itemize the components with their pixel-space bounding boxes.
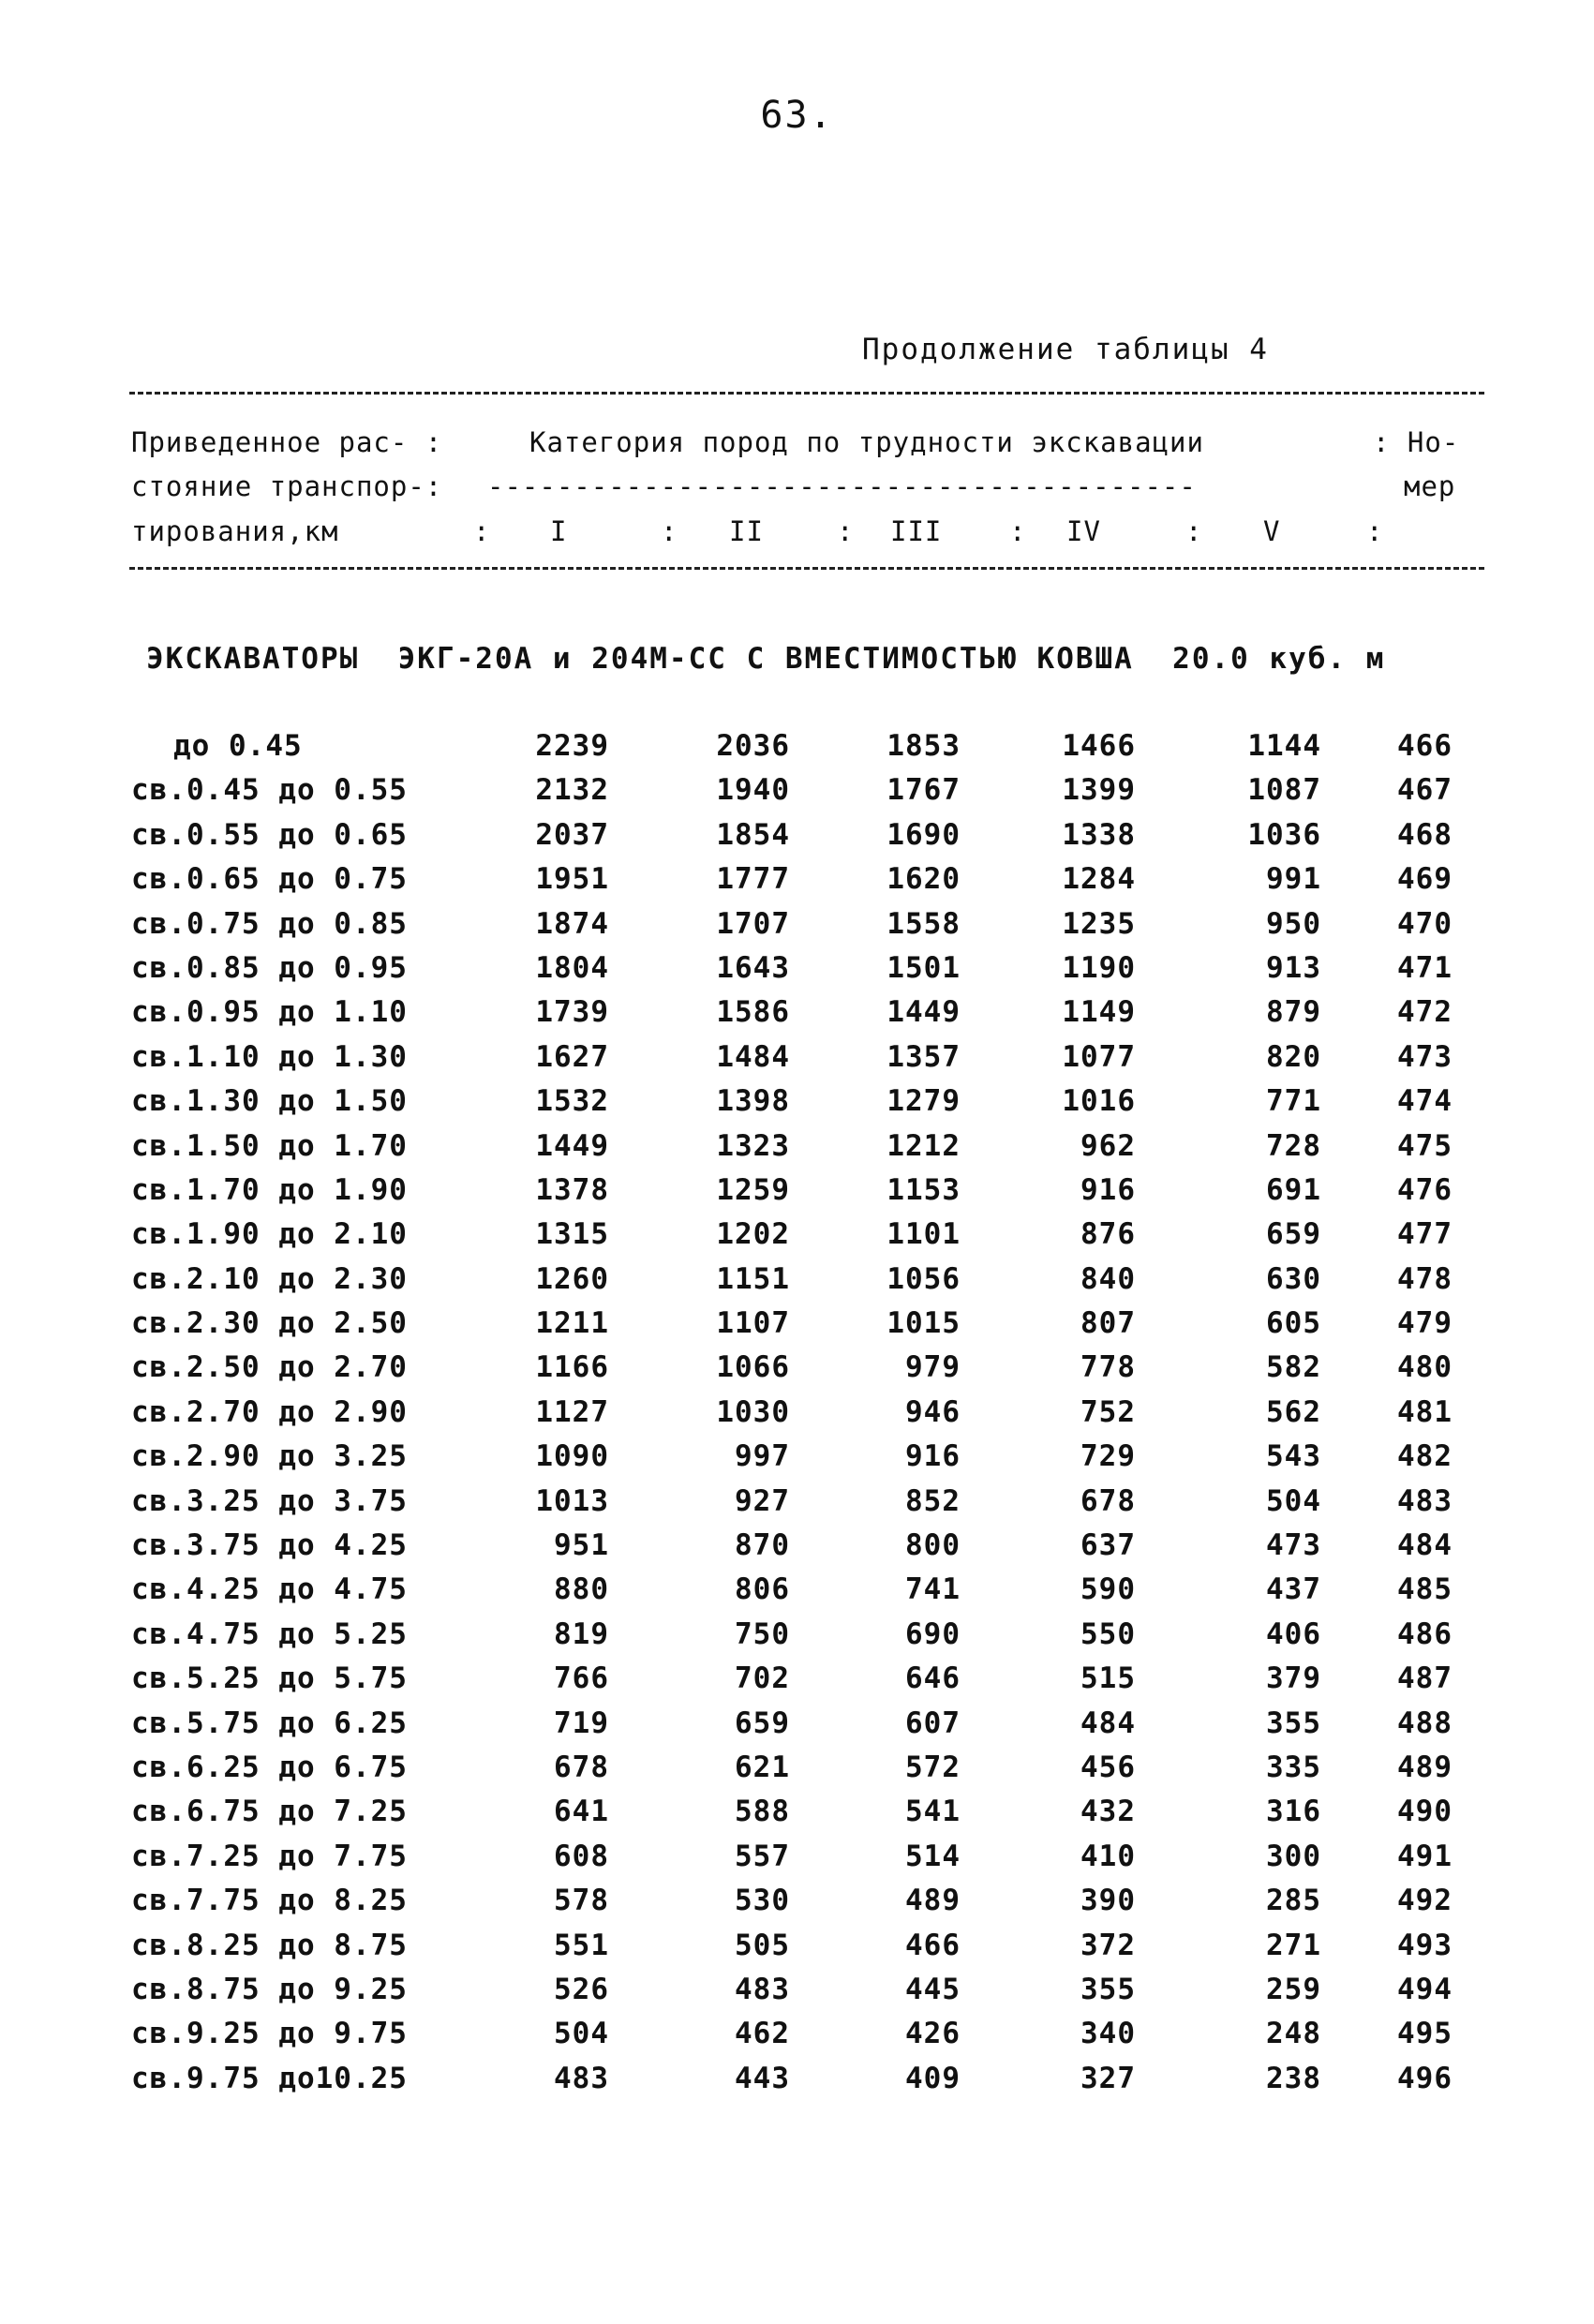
category-3-value: 1620 xyxy=(886,862,961,897)
category-5-value: 630 xyxy=(1266,1261,1321,1296)
table-row xyxy=(0,1617,1594,1661)
category-5-value: 820 xyxy=(1266,1039,1321,1074)
category-3-value: 646 xyxy=(905,1661,961,1696)
distance-range: св.9.25 до 9.75 xyxy=(131,2017,408,2051)
category-3-value: 1153 xyxy=(886,1172,961,1207)
category-2-value: 750 xyxy=(735,1616,790,1651)
category-3-value: 1558 xyxy=(886,906,961,941)
category-3-value: 541 xyxy=(905,1795,961,1829)
category-1-value: 1532 xyxy=(535,1084,609,1119)
header-bottom-rule xyxy=(129,567,1484,570)
category-2-value: 702 xyxy=(735,1661,790,1696)
category-4-value: 778 xyxy=(1080,1350,1136,1385)
category-5-value: 950 xyxy=(1266,906,1321,941)
category-3-value: 445 xyxy=(905,1972,961,2006)
row-number: 480 xyxy=(1397,1350,1452,1385)
category-5-value: 379 xyxy=(1266,1661,1321,1696)
category-4-value: 432 xyxy=(1080,1795,1136,1829)
table-row xyxy=(0,1129,1594,1173)
row-number: 466 xyxy=(1397,729,1452,763)
table-row xyxy=(0,1217,1594,1261)
category-3-value: 1501 xyxy=(886,950,961,985)
category-5-value: 728 xyxy=(1266,1128,1321,1163)
header-distance-label-1: Приведенное рас- : xyxy=(131,426,443,458)
row-number: 472 xyxy=(1397,995,1452,1030)
distance-range: св.5.75 до 6.25 xyxy=(131,1706,408,1740)
row-number: 493 xyxy=(1397,1928,1452,1962)
category-1-value: 1211 xyxy=(535,1306,609,1341)
header-category-iii: III xyxy=(890,515,943,547)
row-number: 470 xyxy=(1397,906,1452,941)
distance-range: св.0.45 до 0.55 xyxy=(131,773,408,808)
category-1-value: 951 xyxy=(554,1528,609,1563)
category-4-value: 637 xyxy=(1080,1528,1136,1563)
row-number: 467 xyxy=(1397,773,1452,808)
category-3-value: 426 xyxy=(905,2017,961,2051)
category-5-value: 1144 xyxy=(1247,729,1321,763)
category-5-value: 355 xyxy=(1266,1706,1321,1740)
table-row xyxy=(0,1439,1594,1483)
header-category-i: I xyxy=(550,515,568,547)
category-5-value: 771 xyxy=(1266,1084,1321,1119)
table-row xyxy=(0,1929,1594,1973)
category-1-value: 880 xyxy=(554,1572,609,1607)
category-2-value: 997 xyxy=(735,1439,790,1474)
category-5-value: 1036 xyxy=(1247,817,1321,852)
distance-range: св.0.65 до 0.75 xyxy=(131,862,408,897)
row-number: 484 xyxy=(1397,1528,1452,1563)
category-5-value: 437 xyxy=(1266,1572,1321,1607)
category-5-value: 335 xyxy=(1266,1750,1321,1784)
data-table xyxy=(0,729,1594,2106)
category-1-value: 2037 xyxy=(535,817,609,852)
row-number: 468 xyxy=(1397,817,1452,852)
category-5-value: 406 xyxy=(1266,1616,1321,1651)
distance-range: св.3.75 до 4.25 xyxy=(131,1528,408,1563)
category-2-value: 1066 xyxy=(716,1350,790,1385)
category-3-value: 741 xyxy=(905,1572,961,1607)
distance-range: св.1.10 до 1.30 xyxy=(131,1039,408,1074)
table-row xyxy=(0,1528,1594,1572)
category-3-value: 916 xyxy=(905,1439,961,1474)
row-number: 479 xyxy=(1397,1306,1452,1341)
category-1-value: 608 xyxy=(554,1839,609,1873)
category-3-value: 852 xyxy=(905,1483,961,1518)
category-4-value: 355 xyxy=(1080,1972,1136,2006)
row-number: 469 xyxy=(1397,862,1452,897)
table-row xyxy=(0,2062,1594,2106)
category-5-value: 991 xyxy=(1266,862,1321,897)
category-2-value: 1777 xyxy=(716,862,790,897)
table-row xyxy=(0,1484,1594,1528)
category-2-value: 927 xyxy=(735,1483,790,1518)
header-category-v: V xyxy=(1263,515,1281,547)
header-separator: : xyxy=(1009,515,1027,547)
category-1-value: 1013 xyxy=(535,1483,609,1518)
table-row xyxy=(0,1262,1594,1306)
table-row xyxy=(0,1350,1594,1394)
category-3-value: 946 xyxy=(905,1394,961,1429)
category-1-value: 1378 xyxy=(535,1172,609,1207)
category-2-value: 1107 xyxy=(716,1306,790,1341)
distance-range: св.6.75 до 7.25 xyxy=(131,1795,408,1829)
category-2-value: 1707 xyxy=(716,906,790,941)
category-1-value: 2132 xyxy=(535,773,609,808)
header-number-label-1: : Но- xyxy=(1373,426,1460,458)
category-3-value: 1101 xyxy=(886,1217,961,1252)
header-category-divider: ----------------------------------------- xyxy=(487,470,1197,502)
category-5-value: 543 xyxy=(1266,1439,1321,1474)
category-5-value: 504 xyxy=(1266,1483,1321,1518)
table-row xyxy=(0,1661,1594,1706)
category-4-value: 410 xyxy=(1080,1839,1136,1873)
distance-range: св.2.90 до 3.25 xyxy=(131,1439,408,1474)
category-3-value: 1853 xyxy=(886,729,961,763)
distance-range: св.7.75 до 8.25 xyxy=(131,1884,408,1918)
header-distance-label-2: стояние транспор-: xyxy=(131,470,443,502)
category-2-value: 806 xyxy=(735,1572,790,1607)
page-number: 63. xyxy=(760,94,834,137)
category-3-value: 800 xyxy=(905,1528,961,1563)
category-5-value: 1087 xyxy=(1247,773,1321,808)
distance-range: св.1.50 до 1.70 xyxy=(131,1128,408,1163)
category-2-value: 1484 xyxy=(716,1039,790,1074)
table-row xyxy=(0,995,1594,1039)
category-4-value: 1149 xyxy=(1062,995,1136,1030)
category-5-value: 300 xyxy=(1266,1839,1321,1873)
category-1-value: 766 xyxy=(554,1661,609,1696)
category-1-value: 526 xyxy=(554,1972,609,2006)
category-3-value: 690 xyxy=(905,1616,961,1651)
table-row xyxy=(0,907,1594,951)
category-2-value: 530 xyxy=(735,1884,790,1918)
distance-range: св.0.75 до 0.85 xyxy=(131,906,408,941)
distance-range: св.8.25 до 8.75 xyxy=(131,1928,408,1962)
category-1-value: 1627 xyxy=(535,1039,609,1074)
category-4-value: 1466 xyxy=(1062,729,1136,763)
category-3-value: 1015 xyxy=(886,1306,961,1341)
row-number: 491 xyxy=(1397,1839,1452,1873)
category-1-value: 551 xyxy=(554,1928,609,1962)
category-4-value: 372 xyxy=(1080,1928,1136,1962)
category-2-value: 621 xyxy=(735,1750,790,1784)
row-number: 482 xyxy=(1397,1439,1452,1474)
category-1-value: 2239 xyxy=(535,729,609,763)
category-2-value: 588 xyxy=(735,1795,790,1829)
category-2-value: 1586 xyxy=(716,995,790,1030)
category-1-value: 1166 xyxy=(535,1350,609,1385)
header-separator: : xyxy=(473,515,491,547)
row-number: 478 xyxy=(1397,1261,1452,1296)
category-4-value: 1284 xyxy=(1062,862,1136,897)
category-4-value: 1235 xyxy=(1062,906,1136,941)
distance-range: св.5.25 до 5.75 xyxy=(131,1661,408,1696)
category-4-value: 916 xyxy=(1080,1172,1136,1207)
table-continuation-caption: Продолжение таблицы 4 xyxy=(862,333,1269,366)
category-1-value: 1951 xyxy=(535,862,609,897)
category-4-value: 456 xyxy=(1080,1750,1136,1784)
category-3-value: 1212 xyxy=(886,1128,961,1163)
category-5-value: 271 xyxy=(1266,1928,1321,1962)
row-number: 496 xyxy=(1397,2061,1452,2095)
category-3-value: 1690 xyxy=(886,817,961,852)
category-4-value: 1338 xyxy=(1062,817,1136,852)
distance-range: св.2.10 до 2.30 xyxy=(131,1261,408,1296)
category-2-value: 557 xyxy=(735,1839,790,1873)
table-row xyxy=(0,729,1594,773)
table-row xyxy=(0,1395,1594,1439)
category-3-value: 1056 xyxy=(886,1261,961,1296)
table-row xyxy=(0,1795,1594,1839)
category-5-value: 259 xyxy=(1266,1972,1321,2006)
header-number-label-2: мер xyxy=(1404,470,1456,502)
row-number: 485 xyxy=(1397,1572,1452,1607)
row-number: 494 xyxy=(1397,1972,1452,2006)
distance-range: до 0.45 xyxy=(173,729,303,763)
category-3-value: 1357 xyxy=(886,1039,961,1074)
header-separator: : xyxy=(661,515,678,547)
category-5-value: 605 xyxy=(1266,1306,1321,1341)
row-number: 483 xyxy=(1397,1483,1452,1518)
category-3-value: 409 xyxy=(905,2061,961,2095)
category-4-value: 1190 xyxy=(1062,950,1136,985)
category-1-value: 641 xyxy=(554,1795,609,1829)
header-category-ii: II xyxy=(729,515,764,547)
table-row xyxy=(0,1840,1594,1884)
category-2-value: 462 xyxy=(735,2017,790,2051)
category-2-value: 870 xyxy=(735,1528,790,1563)
category-1-value: 1090 xyxy=(535,1439,609,1474)
category-4-value: 340 xyxy=(1080,2017,1136,2051)
distance-range: св.6.25 до 6.75 xyxy=(131,1750,408,1784)
row-number: 473 xyxy=(1397,1039,1452,1074)
row-number: 486 xyxy=(1397,1616,1452,1651)
table-row xyxy=(0,773,1594,817)
category-1-value: 819 xyxy=(554,1616,609,1651)
section-title: ЭКСКАВАТОРЫ ЭКГ-20А и 204М-СС С ВМЕСТИМОСТЬЮ КОВША 20.0 куб. м xyxy=(146,642,1386,676)
category-2-value: 2036 xyxy=(716,729,790,763)
category-5-value: 248 xyxy=(1266,2017,1321,2051)
category-1-value: 1127 xyxy=(535,1394,609,1429)
distance-range: св.1.30 до 1.50 xyxy=(131,1084,408,1119)
category-2-value: 1151 xyxy=(716,1261,790,1296)
table-row xyxy=(0,2017,1594,2061)
table-row xyxy=(0,1084,1594,1128)
category-2-value: 1259 xyxy=(716,1172,790,1207)
category-4-value: 550 xyxy=(1080,1616,1136,1651)
category-2-value: 1398 xyxy=(716,1084,790,1119)
category-1-value: 719 xyxy=(554,1706,609,1740)
category-4-value: 752 xyxy=(1080,1394,1136,1429)
category-2-value: 443 xyxy=(735,2061,790,2095)
category-1-value: 483 xyxy=(554,2061,609,2095)
category-5-value: 582 xyxy=(1266,1350,1321,1385)
row-number: 490 xyxy=(1397,1795,1452,1829)
category-3-value: 572 xyxy=(905,1750,961,1784)
category-4-value: 515 xyxy=(1080,1661,1136,1696)
category-4-value: 876 xyxy=(1080,1217,1136,1252)
category-5-value: 316 xyxy=(1266,1795,1321,1829)
row-number: 474 xyxy=(1397,1084,1452,1119)
table-row xyxy=(0,1572,1594,1616)
category-4-value: 840 xyxy=(1080,1261,1136,1296)
header-category-iv: IV xyxy=(1066,515,1101,547)
distance-range: св.4.75 до 5.25 xyxy=(131,1616,408,1651)
distance-range: св.8.75 до 9.25 xyxy=(131,1972,408,2006)
category-3-value: 1767 xyxy=(886,773,961,808)
category-4-value: 1077 xyxy=(1062,1039,1136,1074)
category-2-value: 1643 xyxy=(716,950,790,985)
header-separator: : xyxy=(1366,515,1384,547)
header-separator: : xyxy=(1185,515,1203,547)
category-3-value: 1279 xyxy=(886,1084,961,1119)
distance-range: св.3.25 до 3.75 xyxy=(131,1483,408,1518)
distance-range: св.9.75 до10.25 xyxy=(131,2061,408,2095)
category-3-value: 514 xyxy=(905,1839,961,1873)
category-1-value: 504 xyxy=(554,2017,609,2051)
table-row xyxy=(0,862,1594,906)
row-number: 477 xyxy=(1397,1217,1452,1252)
category-4-value: 807 xyxy=(1080,1306,1136,1341)
row-number: 495 xyxy=(1397,2017,1452,2051)
header-top-rule xyxy=(129,392,1484,395)
row-number: 475 xyxy=(1397,1128,1452,1163)
category-1-value: 1449 xyxy=(535,1128,609,1163)
category-2-value: 1323 xyxy=(716,1128,790,1163)
category-1-value: 1804 xyxy=(535,950,609,985)
category-4-value: 390 xyxy=(1080,1884,1136,1918)
category-4-value: 729 xyxy=(1080,1439,1136,1474)
table-row xyxy=(0,1884,1594,1928)
category-1-value: 1739 xyxy=(535,995,609,1030)
category-5-value: 659 xyxy=(1266,1217,1321,1252)
distance-range: св.4.25 до 4.75 xyxy=(131,1572,408,1607)
header-separator: : xyxy=(837,515,855,547)
category-3-value: 489 xyxy=(905,1884,961,1918)
table-row xyxy=(0,1173,1594,1217)
category-2-value: 659 xyxy=(735,1706,790,1740)
row-number: 481 xyxy=(1397,1394,1452,1429)
category-5-value: 879 xyxy=(1266,995,1321,1030)
category-4-value: 1399 xyxy=(1062,773,1136,808)
category-1-value: 1315 xyxy=(535,1217,609,1252)
table-row xyxy=(0,951,1594,995)
category-5-value: 691 xyxy=(1266,1172,1321,1207)
category-1-value: 578 xyxy=(554,1884,609,1918)
distance-range: св.0.95 до 1.10 xyxy=(131,995,408,1030)
category-1-value: 1260 xyxy=(535,1261,609,1296)
category-2-value: 1030 xyxy=(716,1394,790,1429)
category-5-value: 473 xyxy=(1266,1528,1321,1563)
row-number: 471 xyxy=(1397,950,1452,985)
distance-range: св.0.85 до 0.95 xyxy=(131,950,408,985)
category-1-value: 1874 xyxy=(535,906,609,941)
distance-range: св.2.70 до 2.90 xyxy=(131,1394,408,1429)
category-4-value: 327 xyxy=(1080,2061,1136,2095)
category-4-value: 1016 xyxy=(1062,1084,1136,1119)
category-4-value: 484 xyxy=(1080,1706,1136,1740)
table-row xyxy=(0,818,1594,862)
category-2-value: 1854 xyxy=(716,817,790,852)
table-row xyxy=(0,1040,1594,1084)
distance-range: св.2.50 до 2.70 xyxy=(131,1350,408,1385)
row-number: 489 xyxy=(1397,1750,1452,1784)
row-number: 492 xyxy=(1397,1884,1452,1918)
distance-range: св.7.25 до 7.75 xyxy=(131,1839,408,1873)
table-row xyxy=(0,1706,1594,1750)
table-row xyxy=(0,1306,1594,1350)
distance-range: св.0.55 до 0.65 xyxy=(131,817,408,852)
table-row xyxy=(0,1750,1594,1795)
row-number: 487 xyxy=(1397,1661,1452,1696)
category-4-value: 678 xyxy=(1080,1483,1136,1518)
category-3-value: 466 xyxy=(905,1928,961,1962)
category-2-value: 1940 xyxy=(716,773,790,808)
category-3-value: 1449 xyxy=(886,995,961,1030)
distance-range: св.1.70 до 1.90 xyxy=(131,1172,408,1207)
header-distance-label-3: тирования,км xyxy=(131,515,339,547)
category-5-value: 238 xyxy=(1266,2061,1321,2095)
distance-range: св.2.30 до 2.50 xyxy=(131,1306,408,1341)
category-1-value: 678 xyxy=(554,1750,609,1784)
category-4-value: 962 xyxy=(1080,1128,1136,1163)
category-2-value: 505 xyxy=(735,1928,790,1962)
category-5-value: 913 xyxy=(1266,950,1321,985)
category-5-value: 285 xyxy=(1266,1884,1321,1918)
category-2-value: 483 xyxy=(735,1972,790,2006)
category-5-value: 562 xyxy=(1266,1394,1321,1429)
distance-range: св.1.90 до 2.10 xyxy=(131,1217,408,1252)
table-row xyxy=(0,1973,1594,2017)
row-number: 476 xyxy=(1397,1172,1452,1207)
header-category-title: Категория пород по трудности экскавации xyxy=(529,426,1204,458)
row-number: 488 xyxy=(1397,1706,1452,1740)
category-2-value: 1202 xyxy=(716,1217,790,1252)
category-4-value: 590 xyxy=(1080,1572,1136,1607)
category-3-value: 979 xyxy=(905,1350,961,1385)
category-3-value: 607 xyxy=(905,1706,961,1740)
